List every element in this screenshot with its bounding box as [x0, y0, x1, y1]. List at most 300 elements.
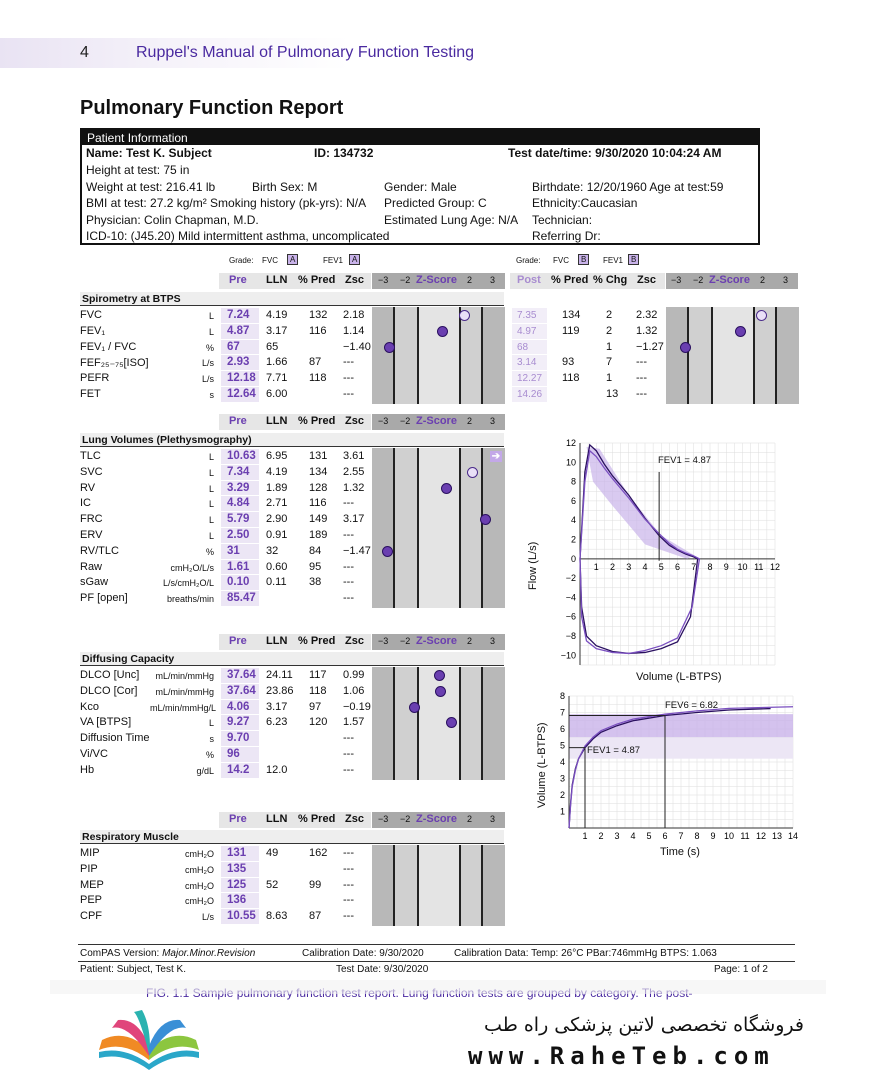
vt-ytick: 8 [559, 691, 565, 701]
lung-row-unit: L [208, 467, 214, 478]
diff-row-unit: mL/min/mmHg [155, 686, 214, 697]
z-title: Z-Score [416, 635, 457, 647]
diff-row-pred: 117 [309, 669, 327, 681]
zscore-divider [753, 307, 755, 404]
lung-row-pre: 1.61 [227, 560, 250, 573]
patient-sex: Birth Sex: M [252, 180, 318, 194]
grade-label: Grade: [229, 256, 254, 265]
lung-row-pre: 2.50 [227, 529, 250, 541]
spiro-row-post: 7.35 [517, 310, 537, 321]
spiro-row-pzsc: --- [636, 372, 647, 385]
z-m3: −3 [378, 636, 389, 646]
z-m2: −2 [400, 275, 411, 285]
spiro-row-lln: 4.19 [266, 309, 288, 321]
vt-xtick: 3 [614, 831, 620, 841]
spiro-row-pre: 12.18 [227, 372, 256, 385]
lung-row-lln: 0.91 [266, 529, 288, 541]
page-edge [50, 980, 826, 994]
vt-ytick: 2 [559, 790, 565, 800]
lung-row-zsc: 3.61 [343, 450, 365, 462]
spiro-row-pre: 12.64 [227, 388, 256, 400]
spiro-row-name: FEV₁ / FVC [80, 340, 137, 353]
vt-fev1: FEV1 = 4.87 [587, 745, 641, 756]
lung-row-lln: 6.95 [266, 450, 288, 462]
resp-row-pre: 125 [227, 878, 247, 891]
lung-row-pred: 116 [309, 497, 327, 510]
z-p2: 2 [467, 814, 473, 824]
lung-row-lln: 0.11 [266, 576, 287, 589]
col-lln: LLN [266, 635, 288, 647]
predicted-group: Predicted Group: C [384, 196, 487, 210]
vt-xtick: 7 [678, 831, 684, 841]
resp-row-pre: 10.55 [227, 910, 256, 923]
vt-ytick: 5 [559, 740, 565, 751]
col-post-zsc: Zsc [637, 274, 656, 286]
diff-zscore-marker [434, 670, 445, 681]
zscore-divider [417, 448, 419, 608]
lung-row-pre: 85.47 [227, 592, 256, 605]
zscore-divider [481, 845, 483, 926]
fv-ytick: 12 [565, 438, 576, 448]
fv-ytick: 0 [570, 553, 576, 564]
diff-row-lln: 23.86 [266, 684, 294, 697]
resp-row-zsc: --- [343, 894, 354, 907]
diff-row-name: VA [BTPS] [80, 716, 132, 729]
post-grade-fvc-badge: B [578, 254, 589, 265]
resp-row-pred: 162 [309, 847, 328, 859]
diff-row-lln: 12.0 [266, 763, 288, 776]
zscore-divider [417, 307, 419, 404]
fv-ytick: 10 [565, 457, 576, 468]
zscore-divider [459, 307, 461, 404]
diff-row-name: Vi/VC [80, 748, 108, 760]
lung-row-unit: L [208, 499, 214, 510]
zscore-divider [417, 845, 419, 926]
diff-row-name: Hb [80, 763, 95, 776]
zscore-divider [459, 448, 461, 608]
footer-test-date: Test Date: 9/30/2020 [336, 964, 429, 975]
vt-xtick: 5 [646, 831, 652, 841]
lung-row-name: FRC [80, 513, 103, 526]
zscore-divider [417, 667, 419, 780]
spiro-post-zscore-marker [680, 342, 691, 353]
vt-xtick: 14 [787, 831, 799, 841]
col-chg: % Chg [593, 274, 628, 286]
lung-row-name: SVC [80, 465, 103, 478]
lung-zscore-arrow-icon: ➔ [491, 451, 501, 462]
zscore-divider [393, 307, 395, 404]
store-url: www.RaheTeb.com [468, 1042, 775, 1070]
lung-row-pred: 189 [309, 529, 328, 541]
footer-page: Page: 1 of 2 [714, 964, 768, 975]
spiro-row-pre: 4.87 [227, 324, 250, 337]
resp-row-lln: 52 [266, 878, 279, 891]
zscore-divider [481, 307, 483, 404]
resp-row-pred: 99 [309, 878, 322, 891]
zscore-divider [393, 845, 395, 926]
spiro-row-zsc: --- [343, 388, 354, 400]
lung-zscore-marker [382, 546, 393, 557]
referring-dr: Referring Dr: [532, 229, 601, 243]
resp-row-zsc: --- [343, 847, 354, 859]
lung-row-zsc: 2.55 [343, 465, 365, 478]
spiro-row-name: PEFR [80, 372, 110, 385]
spiro-row-lln: 65 [266, 340, 279, 353]
lung-row-pre: 0.10 [227, 576, 250, 589]
resp-row-lln: 8.63 [266, 910, 288, 923]
diff-row-zsc: --- [343, 763, 354, 776]
z-title: Z-Score [416, 415, 457, 427]
vt-xtick: 13 [771, 831, 783, 841]
vt-fev6: FEV6 = 6.82 [665, 700, 719, 711]
pz-p3: 3 [783, 275, 789, 285]
technician: Technician: [532, 213, 593, 227]
col-lln: LLN [266, 274, 288, 286]
spiro-zscore-marker [384, 342, 395, 353]
resp-row-pre: 131 [227, 847, 247, 859]
patient-info-heading: Patient Information [82, 130, 758, 145]
footer-patient: Patient: Subject, Test K. [80, 964, 186, 975]
spiro-row-post: 12.27 [517, 373, 543, 385]
col-zsc: Zsc [345, 415, 364, 427]
diff-row-unit: mL/min/mmHg [155, 671, 214, 681]
diff-row-zsc: --- [343, 748, 354, 760]
patient-name: Name: Test K. Subject [86, 146, 212, 160]
fv-xtick: 11 [754, 561, 764, 572]
z-p2: 2 [467, 636, 473, 646]
spiro-row-lln: 7.71 [266, 372, 288, 385]
col-pre: Pre [229, 415, 247, 427]
vt-ytick: 6 [559, 724, 565, 734]
fv-annotation: FEV1 = 4.87 [658, 455, 712, 466]
col-zsc: Zsc [345, 635, 364, 647]
footer-version [80, 948, 255, 959]
diff-row-unit: mL/min/mmHg/L [150, 702, 217, 713]
z-m2: −2 [400, 416, 411, 426]
lung-row-zsc: 1.32 [343, 481, 365, 494]
spiro-row-ppred: 118 [562, 372, 580, 385]
lung-row-pre: 31 [227, 544, 240, 557]
vt-ytick: 7 [559, 707, 565, 718]
vt-xtick: 4 [630, 831, 636, 841]
lung-row-pre: 10.63 [227, 450, 256, 462]
lung-zscore-marker [480, 514, 491, 525]
vt-xtick: 2 [598, 831, 604, 841]
vt-xtick: 12 [755, 831, 767, 841]
resp-row-zsc: --- [343, 878, 354, 891]
fv-ytick: −10 [560, 650, 576, 661]
zscore-divider [459, 667, 461, 780]
pz-m2: −2 [693, 275, 704, 285]
spiro-row-chg: 2 [606, 309, 613, 321]
lung-row-name: RV/TLC [80, 544, 119, 557]
resp-row-name: MEP [80, 878, 104, 891]
resp-row-zsc: --- [343, 862, 354, 875]
lung-row-name: ERV [80, 529, 103, 541]
spiro-row-pre: 67 [227, 340, 240, 353]
z-m3: −3 [378, 814, 389, 824]
diff-row-pre: 37.64 [227, 669, 256, 681]
z-title: Z-Score [416, 813, 457, 825]
spiro-row-ppred: 93 [562, 356, 575, 369]
vt-xtick: 8 [694, 831, 700, 841]
fv-xtick: 4 [642, 561, 648, 572]
vt-ytick: 4 [559, 757, 565, 767]
patient-height: Height at test: 75 in [86, 163, 190, 177]
vt-ylabel: Volume (L-BTPS) [536, 722, 548, 808]
z-p3: 3 [490, 416, 496, 426]
fv-ytick: −4 [565, 592, 576, 603]
spiro-row-chg: 7 [606, 356, 613, 369]
zscore-divider [687, 307, 689, 404]
col-post: Post [517, 274, 541, 286]
diff-row-lln: 3.17 [266, 700, 288, 713]
spiro-row-pred: 87 [309, 356, 322, 369]
post-grade-fvc-label: FVC [553, 256, 569, 265]
spiro-row-post: 4.97 [517, 325, 537, 337]
spiro-row-pred: 118 [309, 372, 327, 385]
fv-xtick: 6 [674, 561, 681, 572]
zscore-band [666, 307, 799, 404]
zscore-divider [711, 307, 713, 404]
footer-cal-date: Calibration Date: 9/30/2020 [302, 948, 424, 959]
diff-row-pre: 14.2 [227, 763, 250, 776]
resp-row-name: CPF [80, 910, 102, 923]
icd-code: ICD-10: (J45.20) Mild intermittent asthma, uncomplicated [86, 229, 390, 243]
diff-row-zsc: 0.99 [343, 669, 365, 681]
lung-row-lln: 4.19 [266, 465, 288, 478]
lung-row-pred: 134 [309, 465, 328, 478]
resp-row-unit: cmH₂O [185, 880, 214, 891]
footer-cal-data: Calibration Data: Temp: 26°C PBar:746mmHg BTPS: 1.063 [454, 948, 717, 959]
fv-xtick: 12 [769, 561, 781, 572]
col-pred: % Pred [298, 415, 336, 427]
diff-row-pred: 118 [309, 684, 327, 697]
lung-zscore-marker [441, 483, 452, 494]
spiro-row-unit: % [205, 342, 214, 353]
z-p3: 3 [490, 275, 496, 285]
spiro-zscore-marker [437, 326, 448, 337]
lung-row-pred: 128 [309, 481, 328, 494]
lung-row-pre: 4.84 [227, 497, 250, 510]
fv-xtick: 5 [658, 561, 664, 572]
lung-section-title: Lung Volumes (Plethysmography) [80, 433, 504, 447]
spiro-row-zsc: 1.14 [343, 324, 365, 337]
diff-row-zsc: --- [343, 732, 354, 745]
vt-xtick: 6 [662, 831, 668, 841]
col-pred: % Pred [298, 274, 336, 286]
fv-ytick: −2 [565, 573, 576, 584]
footer-version-value: Major.Minor.Revision [162, 948, 256, 959]
spiro-row-unit: s [209, 390, 214, 400]
fv-ytick: −8 [565, 631, 576, 642]
diff-row-pre: 9.27 [227, 716, 250, 729]
spiro-post-zscore-marker [756, 310, 767, 321]
vt-predicted-band [569, 714, 793, 737]
lung-row-zsc: --- [343, 497, 354, 510]
spiro-row-post: 68 [517, 341, 529, 353]
diff-row-lln: 6.23 [266, 716, 288, 729]
diff-row-name: DLCO [Cor] [80, 684, 138, 697]
volume-time-chart [535, 688, 797, 860]
spiro-row-name: FEF₂₅₋₇₅[ISO] [80, 357, 149, 370]
spiro-row-post: 3.14 [517, 357, 537, 369]
zscore-divider [481, 448, 483, 608]
spiro-section-title: Spirometry at BTPS [80, 292, 504, 306]
fv-xtick: 1 [593, 561, 599, 572]
vt-ytick: 1 [559, 806, 565, 817]
z-title: Z-Score [416, 274, 457, 286]
post-grade-fev1-label: FEV1 [603, 256, 624, 265]
spiro-row-unit: L [208, 311, 214, 321]
diff-row-unit: g/dL [196, 765, 214, 776]
spiro-row-pre: 7.24 [227, 309, 250, 321]
col-post-pred: % Pred [551, 274, 589, 286]
resp-row-unit: cmH₂O [185, 896, 214, 907]
lung-row-pre: 5.79 [227, 513, 250, 526]
vt-xtick: 11 [740, 831, 750, 841]
fv-ytick: 4 [570, 515, 576, 526]
patient-weight: Weight at test: 216.41 lb [86, 180, 216, 194]
resp-row-pre: 136 [227, 894, 247, 907]
lung-row-pred: 149 [309, 513, 328, 526]
fv-ytick: 2 [570, 534, 576, 545]
diff-row-unit: s [209, 734, 214, 745]
lung-age: Estimated Lung Age: N/A [384, 213, 519, 227]
diff-row-zsc: 1.57 [343, 716, 365, 729]
spiro-row-unit: L/s [201, 358, 214, 369]
diff-row-name: DLCO [Unc] [80, 669, 140, 681]
pz-p2: 2 [760, 275, 766, 285]
grade-fev1-label: FEV1 [323, 256, 344, 265]
resp-row-name: MIP [80, 847, 100, 859]
spiro-row-pzsc: −1.27 [636, 340, 664, 353]
resp-row-unit: L/s [201, 912, 214, 923]
spiro-row-chg: 1 [606, 340, 613, 353]
col-pred: % Pred [298, 635, 336, 647]
footer-rule2 [78, 961, 795, 962]
lung-row-zsc: --- [343, 592, 354, 605]
col-pre: Pre [229, 635, 247, 647]
diff-row-pre: 96 [227, 748, 240, 760]
spiro-zscore-marker [459, 310, 470, 321]
fv-xtick: 2 [609, 561, 616, 572]
diff-row-unit: L [208, 718, 214, 729]
lung-row-zsc: --- [343, 529, 354, 541]
lung-row-zsc: --- [343, 560, 354, 573]
spiro-row-pre: 2.93 [227, 356, 250, 369]
spiro-row-unit: L [208, 326, 214, 337]
lung-row-lln: 0.60 [266, 560, 288, 573]
patient-id: ID: 134732 [314, 146, 374, 160]
z-m3: −3 [378, 275, 389, 285]
spiro-row-ppred: 134 [562, 309, 581, 321]
lung-row-lln: 2.71 [266, 497, 288, 510]
vt-xtick: 9 [710, 831, 716, 841]
diff-row-pred: 97 [309, 700, 322, 713]
diff-section-title: Diffusing Capacity [80, 652, 504, 666]
col-pred: % Pred [298, 813, 336, 825]
pz-m3: −3 [671, 275, 682, 285]
spiro-row-lln: 6.00 [266, 388, 288, 400]
spiro-row-name: FEV₁ [80, 324, 106, 337]
patient-bmi: BMI at test: 27.2 kg/m² Smoking history (pk-yrs): N/A [86, 196, 367, 210]
spiro-row-pzsc: --- [636, 388, 647, 400]
lung-row-name: IC [80, 497, 91, 510]
zscore-divider [393, 667, 395, 780]
fv-xtick: 7 [691, 561, 697, 572]
spiro-row-pzsc: 2.32 [636, 309, 658, 321]
lung-row-unit: L [208, 452, 214, 462]
lung-row-unit: % [205, 546, 214, 557]
lung-row-unit: cmH₂O/L/s [170, 562, 214, 573]
diff-row-name: Diffusion Time [80, 732, 150, 745]
spiro-row-pzsc: --- [636, 356, 647, 369]
vt-xlabel: Time (s) [660, 846, 700, 858]
resp-section-title: Respiratory Muscle [80, 830, 504, 844]
col-pre: Pre [229, 813, 247, 825]
flow-volume-chart [535, 435, 797, 685]
store-name: فروشگاه تخصصی لاتین پزشکی راه طب [484, 1014, 804, 1036]
resp-row-name: PEP [80, 894, 103, 907]
zscore-band [372, 448, 505, 608]
fv-xtick: 3 [626, 561, 632, 572]
lung-row-name: sGaw [80, 576, 109, 589]
spiro-row-chg: 1 [606, 372, 613, 385]
zscore-divider [459, 845, 461, 926]
diff-row-pre: 37.64 [227, 684, 256, 697]
resp-row-pred: 87 [309, 910, 322, 923]
lung-row-lln: 32 [266, 544, 279, 557]
zscore-band [372, 667, 505, 780]
diff-row-unit: % [205, 750, 214, 760]
spiro-row-zsc: --- [343, 372, 354, 385]
col-zsc: Zsc [345, 274, 364, 286]
zscore-divider [481, 667, 483, 780]
post-grade-fev1-badge: B [628, 254, 639, 265]
fv-xtick: 8 [707, 561, 713, 572]
pz-title: Z-Score [709, 274, 750, 286]
footer-rule [78, 944, 795, 945]
spiro-row-unit: L/s [201, 374, 214, 385]
lung-zscore-marker [467, 467, 478, 478]
footer-version-label: ComPAS Version: [80, 948, 163, 959]
spiro-row-name: FVC [80, 309, 102, 321]
col-lln: LLN [266, 415, 288, 427]
spiro-row-lln: 1.66 [266, 356, 288, 369]
spiro-row-post: 14.26 [517, 389, 543, 400]
lung-row-name: PF [open] [80, 592, 128, 605]
z-m2: −2 [400, 636, 411, 646]
resp-row-unit: cmH₂O [185, 849, 214, 859]
lung-row-pred: 95 [309, 560, 322, 573]
lung-row-unit: L [208, 483, 214, 494]
grade-fev1-badge: A [349, 254, 360, 265]
spiro-post-zscore-marker [735, 326, 746, 337]
spiro-row-lln: 3.17 [266, 324, 288, 337]
zscore-band [372, 845, 505, 926]
zscore-divider [775, 307, 777, 404]
diff-row-lln: 24.11 [266, 669, 293, 681]
col-zsc: Zsc [345, 813, 364, 825]
resp-row-name: PIP [80, 862, 98, 875]
physician: Physician: Colin Chapman, M.D. [86, 213, 259, 227]
test-date: Test date/time: 9/30/2020 10:04:24 AM [508, 146, 722, 160]
lung-row-name: Raw [80, 560, 103, 573]
diff-row-pre: 9.70 [227, 732, 250, 745]
lung-row-name: TLC [80, 450, 101, 462]
col-pre: Pre [229, 274, 247, 286]
